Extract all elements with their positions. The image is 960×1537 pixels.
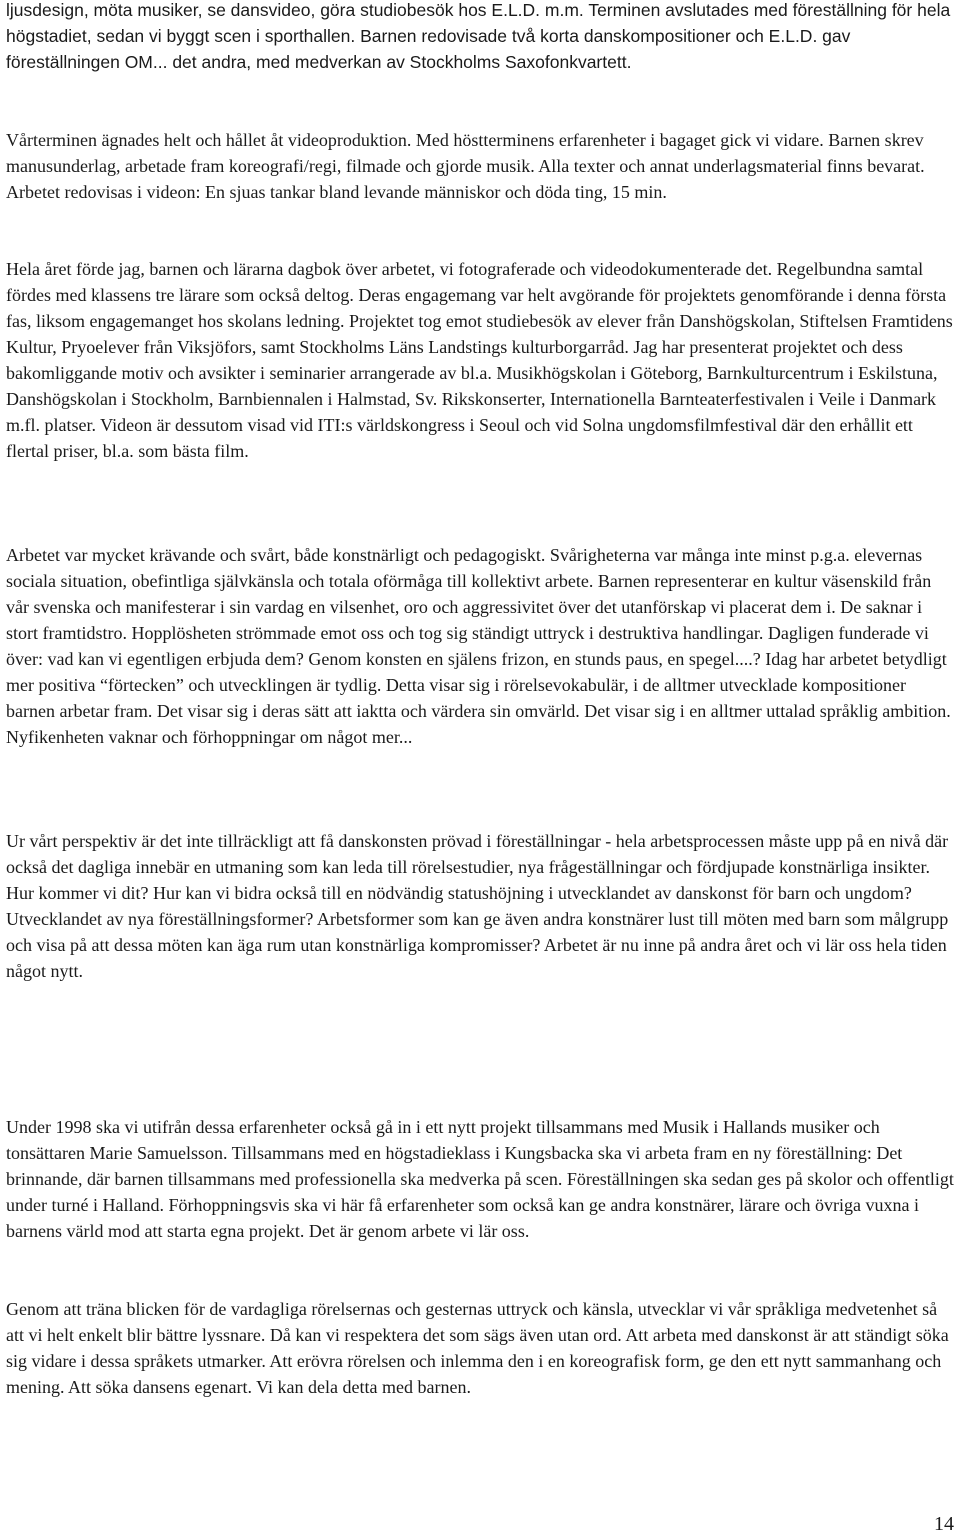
paragraph-7: Genom att träna blicken för de vardagliga rörelsernas och gesternas uttryck och känsla, utvecklar vi vår språkliga medvetenhet så att vi helt enkelt blir bättre lyssnare. Då kan vi respektera det som sägs även utan ord. Att arbeta med danskonst är att ständigt söka sig vidare i dessa språkets utmarker. Att erövra rörelsen och inlemma den i en koreografisk form, ge den ett nytt sammanhang och mening. Att söka dansens egenart. Vi kan dela detta med barnen. bbox=[6, 1299, 949, 1397]
paragraph-1: ljusdesign, möta musiker, se dansvideo, göra studiobesök hos E.L.D. m.m. Terminen avslutades med föreställning för hela högstadiet, sedan vi byggt scen i sporthallen. Barnen redovisade två korta danskompositioner och E.L.D. gav föreställningen OM... det andra, med medverkan av Stockholms Saxofonkvartett. bbox=[6, 0, 951, 72]
paragraph-5: Ur vårt perspektiv är det inte tillräckligt att få danskonsten prövad i föreställningar - hela arbetsprocessen måste upp på en nivå där också det dagliga innebär en utmaning som kan leda till rörelsestudier, nya frågeställningar och fördjupade konstnärliga insikter. Hur kommer vi dit? Hur kan vi bidra också till en nödvändig statushöjning i utvecklandet av danskonst för barn och ungdom? Utvecklandet av nya föreställningsformer? Arbetsformer som kan ge även andra konstnärer lust till möten med barn som målgrupp och visa på att dessa möten kan äga rum utan konstnärliga kompromisser? Arbetet är nu inne på andra året och vi lär oss hela tiden något nytt. bbox=[6, 831, 949, 981]
paragraph-4: Arbetet var mycket krävande och svårt, både konstnärligt och pedagogiskt. Svårigheterna var många inte minst p.g.a. elevernas sociala situation, obefintliga självkänsla och totala oförmåga till kollektivt arbete. Barnen representerar en kultur väsenskild från vår svenska och manifesterar i sin vardag en vilsenhet, oro och aggressivitet över det utanförskap vi placerat dem i. De saknar i stort framtidstro. Hopplösheten strömmade emot oss och tog sig ständigt uttryck i destruktiva handlingar. Dagligen funderade vi över: vad kan vi egentligen erbjuda dem? Genom konsten en själens frizon, en stunds paus, en spegel....? Idag har arbetet betydligt mer positiva “förtecken” och utvecklingen är tydlig. Detta visar sig i rörelsevokabulär, i de alltmer utvecklade kompositioner barnen arbetar fram. Det visar sig i deras sätt att iaktta och värdera sin omvärld. Det visar sig i en alltmer uttalad språklig ambition. Nyfikenheten vaknar och förhoppningar om något mer... bbox=[6, 545, 951, 747]
paragraph-2: Vårterminen ägnades helt och hållet åt videoproduktion. Med höstterminens erfarenheter i bagaget gick vi vidare. Barnen skrev manusunderlag, arbetade fram koreografi/regi, filmade och gjorde musik. Alla texter och annat underlagsmaterial finns bevarat. Arbetet redovisas i videon: En sjuas tankar bland levande människor och döda ting, 15 min. bbox=[6, 130, 925, 202]
paragraph-3: Hela året förde jag, barnen och lärarna dagbok över arbetet, vi fotograferade och videodokumenterade det. Regelbundna samtal fördes med klassens tre lärare som också deltog. Deras engagemang var helt avgörande för projektets genomförande i denna första fas, liksom engagemanget hos skolans ledning. Projektet tog emot studiebesök av elever från Danshögskolan, Stiftelsen Framtidens Kultur, Pryoelever från Viksjöfors, samt Stockholms Läns Landstings kulturborgarråd. Jag har presenterat projektet och dess bakomliggande motiv och avsikter i seminarier arrangerade av bl.a. Musikhögskolan i Göteborg, Barnkulturcentrum i Eskilstuna, Danshögskolan i Stockholm, Barnbiennalen i Halmstad, Sv. Rikskonserter, Internationella Barnteaterfestivalen i Veile i Danmark m.fl. platser. Videon är dessutom visad vid ITI:s världskongress i Seoul och vid Solna ungdomsfilmfestival där den erhållit ett flertal priser, bl.a. som bästa film. bbox=[6, 259, 953, 461]
paragraph-6: Under 1998 ska vi utifrån dessa erfarenheter också gå in i ett nytt projekt tillsammans med Musik i Hallands musiker och tonsättaren Marie Samuelsson. Tillsammans med en högstadieklass i Kungsbacka ska vi arbeta fram en ny föreställning: Det brinnande, där barnen tillsammans med professionella ska medverka på scen. Föreställningen ska sedan ges på skolor och offentligt under turné i Halland. Förhoppningsvis ska vi här få erfarenheter som också kan ge andra konstnärer, lärare och övriga vuxna i barnens värld mod att starta egna projekt. Det är genom arbete vi lär oss. bbox=[6, 1117, 954, 1241]
page-number: 14 bbox=[934, 1513, 954, 1535]
